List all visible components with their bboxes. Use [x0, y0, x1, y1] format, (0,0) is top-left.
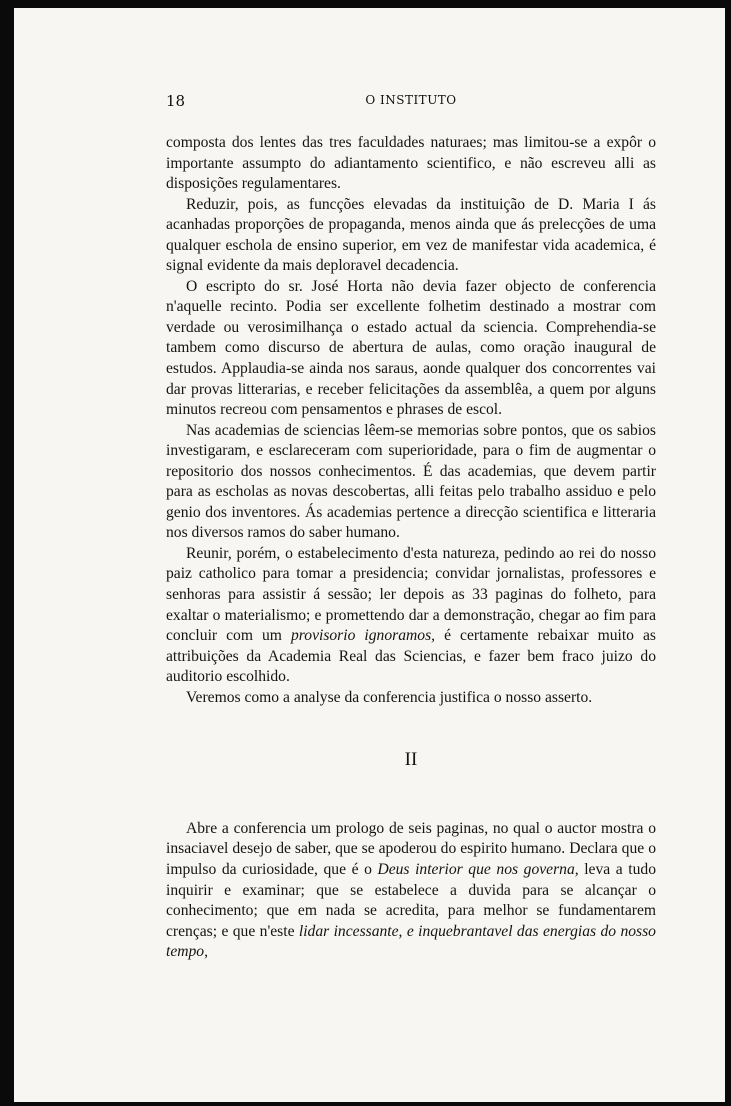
book-page [14, 8, 725, 1102]
paragraph-text: é certamente rebaixar muito as attribuições da Academia Real das Sciencias, e fazer bem fraco juizo do auditorio escolhido. [166, 627, 656, 686]
page-header [166, 92, 656, 114]
paragraph [166, 544, 656, 688]
paragraph: Veremos como a analyse da conferencia justifica o nosso asserto. [186, 688, 593, 706]
italic-phrase: lidar incessante, e inquebrantavel das energias do nosso tempo, [166, 922, 656, 961]
page-number: 18 [166, 92, 186, 110]
paragraph: Reduzir, pois, as funcções elevadas da instituição de D. Maria I ás acanhadas proporções de propaganda, menos ainda que ás prelecções de uma qualquer eschola de ensino superior, em vez de manifestar vida academica, é signal evidente da mais deploravel decadencia. [166, 195, 656, 275]
body-text [166, 133, 656, 963]
paragraph: composta dos lentes das tres faculdades naturaes; mas limitou-se a expôr o importante assumpto do adiantamento scientifico, e não escreveu alli as disposições regulamentares. [166, 134, 656, 193]
paragraph [166, 819, 656, 963]
paragraph-text: leva a tudo inquirir e examinar; que se estabelece a duvida para se alcançar o conhecimento; que em nada se acredita, para melhor se fundamentarem crenças; e que n'este [166, 860, 656, 940]
section-heading: II [404, 749, 418, 771]
paragraph: Nas academias de sciencias lêem-se memorias sobre pontos, que os sabios investigaram, e esclareceram com superioridade, para o fim de augmentar o repositorio dos nossos conhecimentos. É das academias, que devem partir para as escholas as novas descobertas, alli feitas pelo trabalho assiduo e pelo genio dos inventores. Ás academias pertence a direcção scientifica e litteraria nos diversos ramos do saber humano. [166, 421, 656, 542]
paragraph: O escripto do sr. José Horta não devia fazer objecto de conferencia n'aquelle recinto. Podia ser excellente folhetim destinado a mostrar com verdade ou verosimilhança o estado actual da sciencia. Comprehendia-se tambem como discurso de abertura de aulas, como oração inaugural de estudos. Applaudia-se ainda nos saraus, aonde qualquer dos concorrentes vai dar provas litterarias, e receber felicitações da assemblêa, a quem por alguns minutos recreou com pensamentos e phrases de escol. [166, 277, 656, 419]
italic-phrase: provisorio ignoramos, [290, 627, 436, 645]
paragraph-text: Abre a conferencia um prologo de seis paginas, no qual o auctor mostra o insaciavel desejo de saber, que se apoderou do espirito humano. Declara que o impulso da curiosidade, que é o [166, 819, 656, 878]
paragraph-text: Reunir, porém, o estabelecimento d'esta natureza, pedindo ao rei do nosso paiz catholico para tomar a presidencia; convidar jornalistas, professores e senhoras para assistir á sessão; ler depois as 33 paginas do folheto, para exaltar o materialismo; e promettendo dar a demonstração, chegar ao fim para concluir com um [166, 544, 656, 645]
italic-phrase: Deus interior que nos governa, [377, 860, 579, 878]
running-title: O INSTITUTO [365, 93, 457, 107]
